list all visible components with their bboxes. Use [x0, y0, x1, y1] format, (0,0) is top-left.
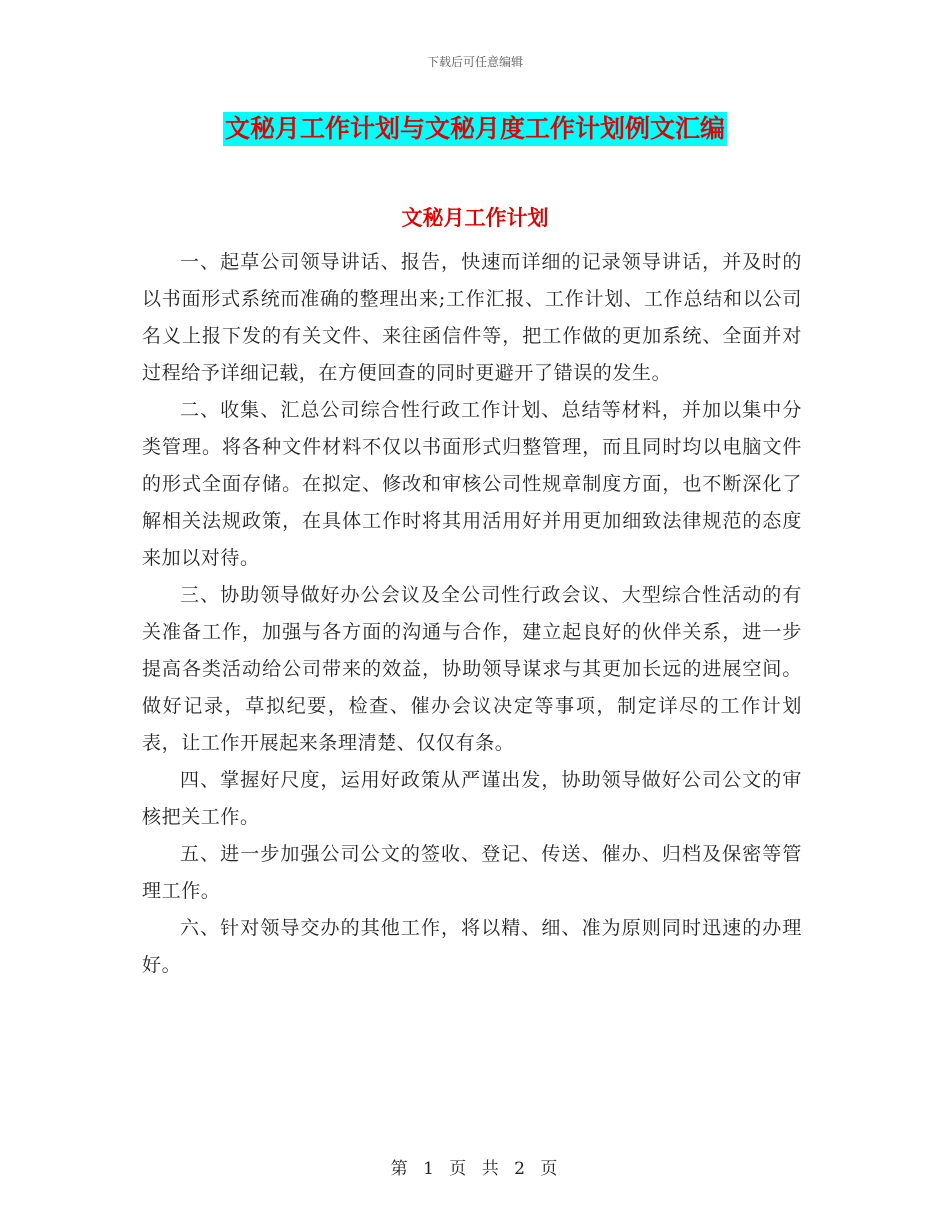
paragraph-4: 四、掌握好尺度，运用好政策从严谨出发，协助领导做好公司公文的审核把关工作。 — [142, 769, 802, 828]
header-note: 下载后可任意编辑 — [426, 55, 523, 69]
paragraph-2: 二、收集、汇总公司综合性行政工作计划、总结等材料，并加以集中分类管理。将各种文件材料不仅以书面形式归整管理，而且同时均以电脑文件的形式全面存储。在拟定、修改和审核公司性规章制度方面，也不断深化了解相关法规政策，在具体工作时将其用活用好并用更加细致法律规范的态度来加以对待。 — [142, 399, 802, 569]
paragraph-6: 六、针对领导交办的其他工作，将以精、细、准为原则同时迅速的办理好。 — [142, 917, 802, 976]
paragraph-3: 三、协助领导做好办公会议及全公司性行政会议、大型综合性活动的有关准备工作，加强与各方面的沟通与合作，建立起良好的伙伴关系，进一步提高各类活动给公司带来的效益，协助领导谋求与其更加长远的进展空间。做好记录，草拟纪要，检查、催办会议决定等事项，制定详尽的工作计划表，让工作开展起来条理清楚、仅仅有条。 — [142, 584, 802, 754]
document-title: 文秘月工作计划与文秘月度工作计划例文汇编 — [223, 112, 727, 146]
title-container — [0, 112, 950, 146]
paragraph-5: 五、进一步加强公司公文的签收、登记、传送、催办、归档及保密等管理工作。 — [142, 843, 802, 902]
page-footer: 第 1 页 共 2 页 — [390, 1159, 560, 1179]
document-body — [142, 244, 802, 984]
paragraph-1: 一、起草公司领导讲话、报告，快速而详细的记录领导讲话，并及时的以书面形式系统而准确的整理出来;工作汇报、工作计划、工作总结和以公司名义上报下发的有关文件、来往函信件等，把工作做的更加系统、全面并对过程给予详细记载，在方便回查的同时更避开了错误的发生。 — [142, 251, 802, 384]
section-title: 文秘月工作计划 — [401, 205, 549, 230]
